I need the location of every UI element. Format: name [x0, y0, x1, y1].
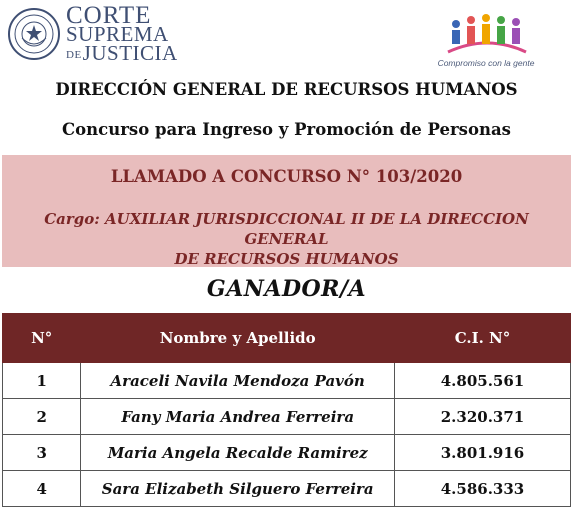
contest-title: Concurso para Ingreso y Promoción de Personas [62, 120, 511, 139]
row-ci: 3.801.916 [394, 435, 570, 471]
position-line-2: DE RECURSOS HUMANOS [174, 250, 399, 268]
row-number: 3 [3, 435, 81, 471]
row-number: 4 [3, 471, 81, 507]
institution-line-3-main: JUSTICIA [82, 41, 178, 65]
institution-line-1: CORTE [66, 2, 152, 29]
position-line-1: Cargo: AUXILIAR JURISDICCIONAL II DE LA DIRECCION GENERAL [44, 210, 529, 248]
campaign-caption: Compromiso con la gente [437, 58, 535, 68]
national-seal-icon [8, 8, 60, 60]
institution-line-3 [66, 41, 178, 65]
institution-line-3-prefix: DE [66, 49, 82, 61]
column-header-ci: C.I. N° [394, 314, 570, 363]
winner-heading: GANADOR/A [206, 276, 367, 302]
institution-name [66, 2, 178, 65]
row-number: 2 [3, 399, 81, 435]
institution-line-2: SUPREMA [66, 22, 169, 46]
row-ci: 2.320.371 [394, 399, 570, 435]
row-ci: 4.805.561 [394, 363, 570, 399]
table-row [3, 399, 571, 435]
position-description [2, 209, 571, 269]
call-info-band [2, 155, 571, 267]
table-row [3, 363, 571, 399]
column-header-name: Nombre y Apellido [81, 314, 395, 363]
table-header-row [3, 314, 571, 363]
row-name: Araceli Navila Mendoza Pavón [81, 363, 395, 399]
table-row [3, 471, 571, 507]
people-group-icon [442, 12, 532, 62]
table-row [3, 435, 571, 471]
org-title: DIRECCIÓN GENERAL DE RECURSOS HUMANOS [55, 80, 518, 99]
row-name: Fany Maria Andrea Ferreira [81, 399, 395, 435]
row-name: Maria Angela Recalde Ramirez [81, 435, 395, 471]
row-ci: 4.586.333 [394, 471, 570, 507]
row-number: 1 [3, 363, 81, 399]
column-header-number: N° [3, 314, 81, 363]
call-title: LLAMADO A CONCURSO N° 103/2020 [110, 167, 463, 186]
page-header [0, 0, 573, 72]
row-name: Sara Elizabeth Silguero Ferreira [81, 471, 395, 507]
results-table [2, 313, 571, 507]
